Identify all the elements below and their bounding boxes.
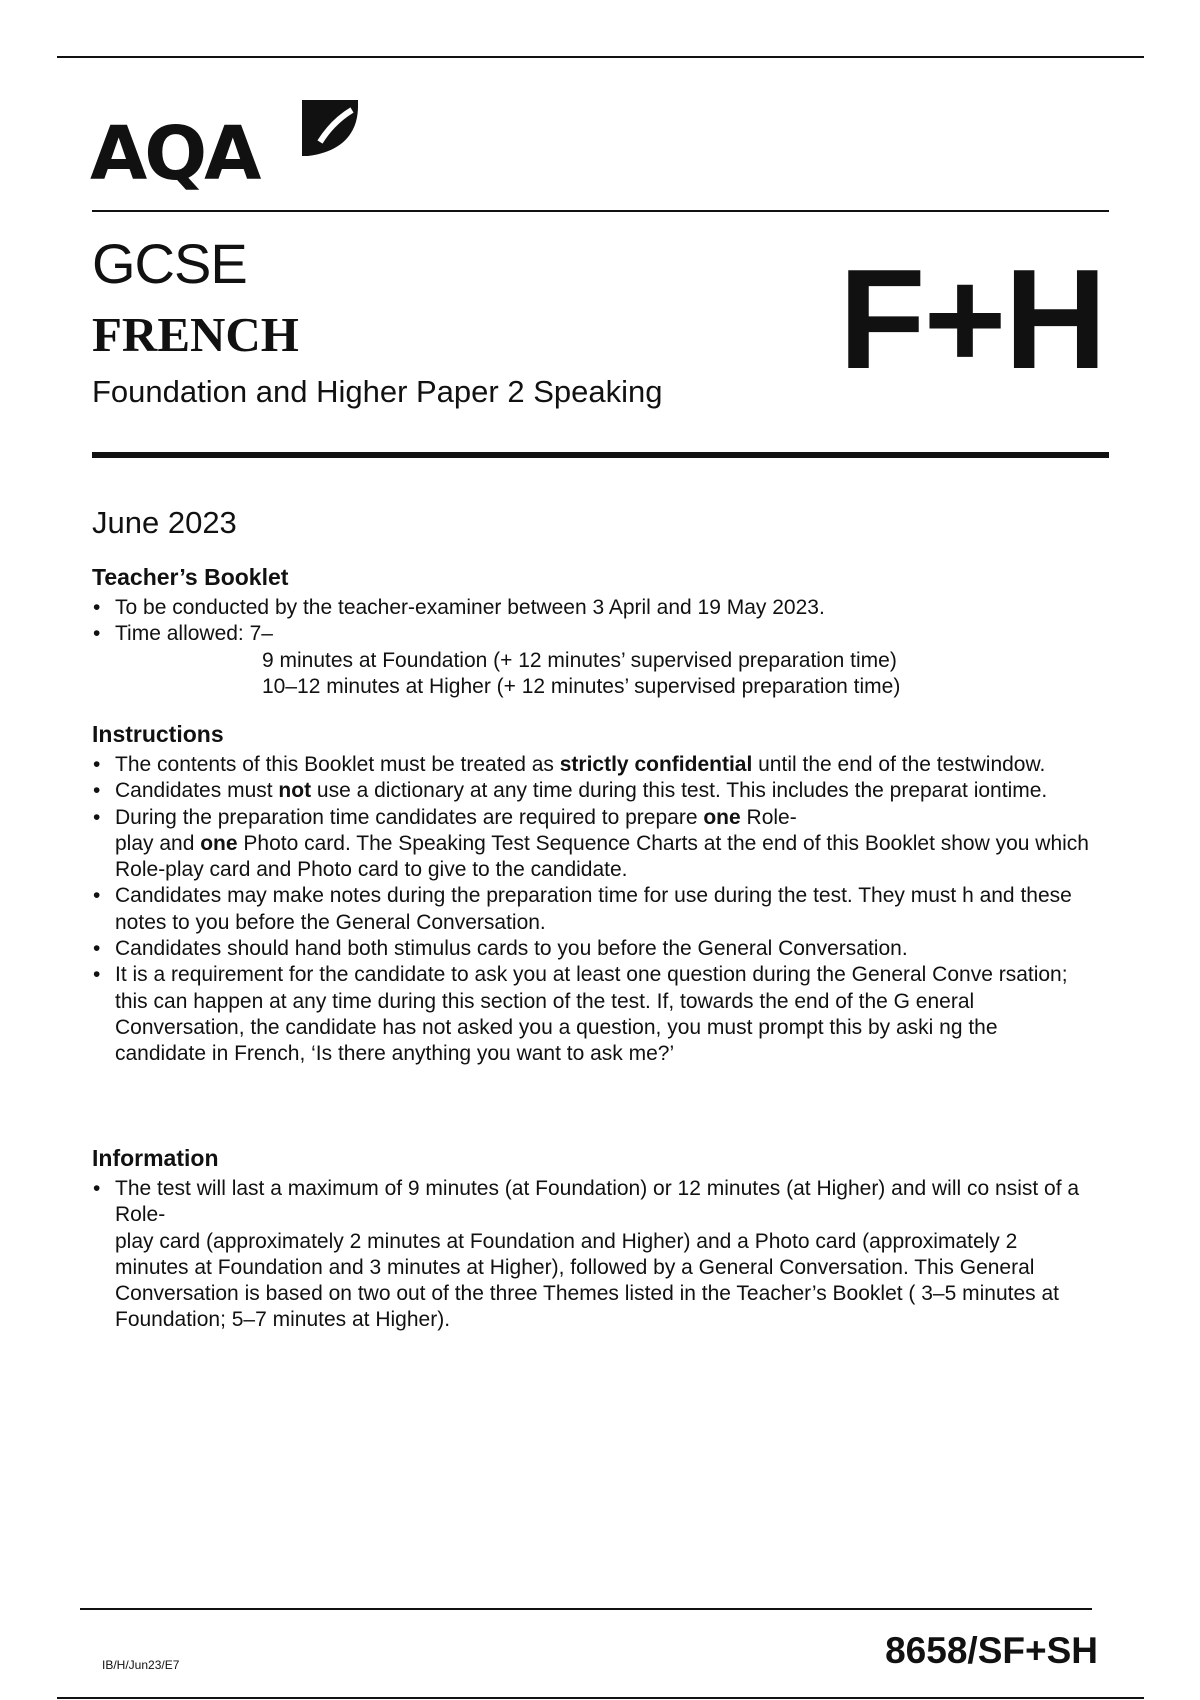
paper-title: Foundation and Higher Paper 2 Speaking xyxy=(92,374,663,409)
list-item xyxy=(92,778,1092,804)
paper-code: 8658/SF+SH xyxy=(885,1630,1098,1671)
logo-rule xyxy=(92,210,1109,212)
document-reference: IB/H/Jun23/E7 xyxy=(102,1658,180,1672)
bold-text: strictly confidential xyxy=(559,753,753,776)
text: play card (approximately 2 minutes at Foundation and Higher) and a Photo card (approximately 2 minutes at Foundation and 3 minutes at Higher), followed by a General Conversation. This General Conversation is based on two out of the three Themes listed in the Teacher’s Booklet ( 3–5 minutes at Foundation; 5–7 minutes at Higher). xyxy=(115,1229,1059,1332)
text: It is a requirement for the candidate to ask you at least one question during the General Conve rsation; this can happen at any time during this section of the test. If, towards the end of the G eneral Conversation, the candidate has not asked you a question, you must prompt this by aski ng the candidate in French, ‘Is there anything you want to ask me?’ xyxy=(115,963,1068,1066)
list-item xyxy=(92,621,1092,700)
top-rule xyxy=(57,56,1144,58)
logo-text: AQA xyxy=(90,111,259,197)
bold-text: not xyxy=(278,779,312,803)
text: play and xyxy=(115,831,201,855)
tier-label: F+H xyxy=(838,240,1105,399)
information-list xyxy=(92,1176,1092,1334)
bold-text: one xyxy=(703,805,741,829)
bottom-rule xyxy=(57,1697,1144,1699)
text: Candidates may make notes during the preparation time for use during the test. They must h and these notes to you before the General Conversation. xyxy=(115,884,1072,934)
logo-leaf-icon xyxy=(300,100,360,160)
text: Role- xyxy=(740,805,797,829)
aqa-logo xyxy=(90,100,360,204)
information-section xyxy=(92,1144,1092,1334)
title-rule xyxy=(92,452,1109,458)
exam-date: June 2023 xyxy=(92,505,237,540)
list-item xyxy=(92,936,1092,962)
section-heading: Teacher’s Booklet xyxy=(92,564,289,590)
section-heading: Instructions xyxy=(92,721,224,747)
text: use a dictionary at any time during this test. This includes the preparat iontime. xyxy=(311,779,1048,803)
section-heading: Information xyxy=(92,1145,219,1171)
text: The test will last a maximum of 9 minutes (at Foundation) or 12 minutes (at Higher) and will co nsist of a Role- xyxy=(115,1177,1080,1227)
conducted-text: To be conducted by the teacher-examiner between 3 April and 19 May 2023. xyxy=(115,596,825,619)
list-item xyxy=(92,752,1092,778)
teachers-booklet-section xyxy=(92,563,1092,700)
text: During the preparation time candidates are required to prepare xyxy=(115,805,704,829)
text: until the end of the testwindow. xyxy=(752,753,1046,776)
list-item xyxy=(92,1176,1092,1334)
list-item xyxy=(92,805,1092,884)
text: The contents of this Booklet must be treated as xyxy=(115,753,560,776)
list-item xyxy=(92,962,1092,1067)
subject-title: FRENCH xyxy=(92,307,299,362)
text: Candidates should hand both stimulus cards to you before the General Conversation. xyxy=(115,937,908,961)
instructions-list xyxy=(92,752,1092,1068)
instructions-section xyxy=(92,720,1092,1068)
bold-text: one xyxy=(200,831,238,855)
qualification: GCSE xyxy=(92,232,247,295)
time-allowed-label: Time allowed: 7– xyxy=(115,622,273,646)
list-item xyxy=(92,883,1092,936)
time-foundation: 9 minutes at Foundation (+ 12 minutes’ supervised preparation time) xyxy=(262,648,897,672)
text: Candidates must xyxy=(115,779,279,803)
text: Photo card. The Speaking Test Sequence Charts at the end of this Booklet show you which Role-play card and Photo card to give to the candidate. xyxy=(115,831,1089,882)
footer-rule xyxy=(80,1608,1092,1610)
booklet-list xyxy=(92,595,1092,700)
time-higher: 10–12 minutes at Higher (+ 12 minutes’ supervised preparation time) xyxy=(262,674,901,698)
list-item xyxy=(92,595,1092,621)
